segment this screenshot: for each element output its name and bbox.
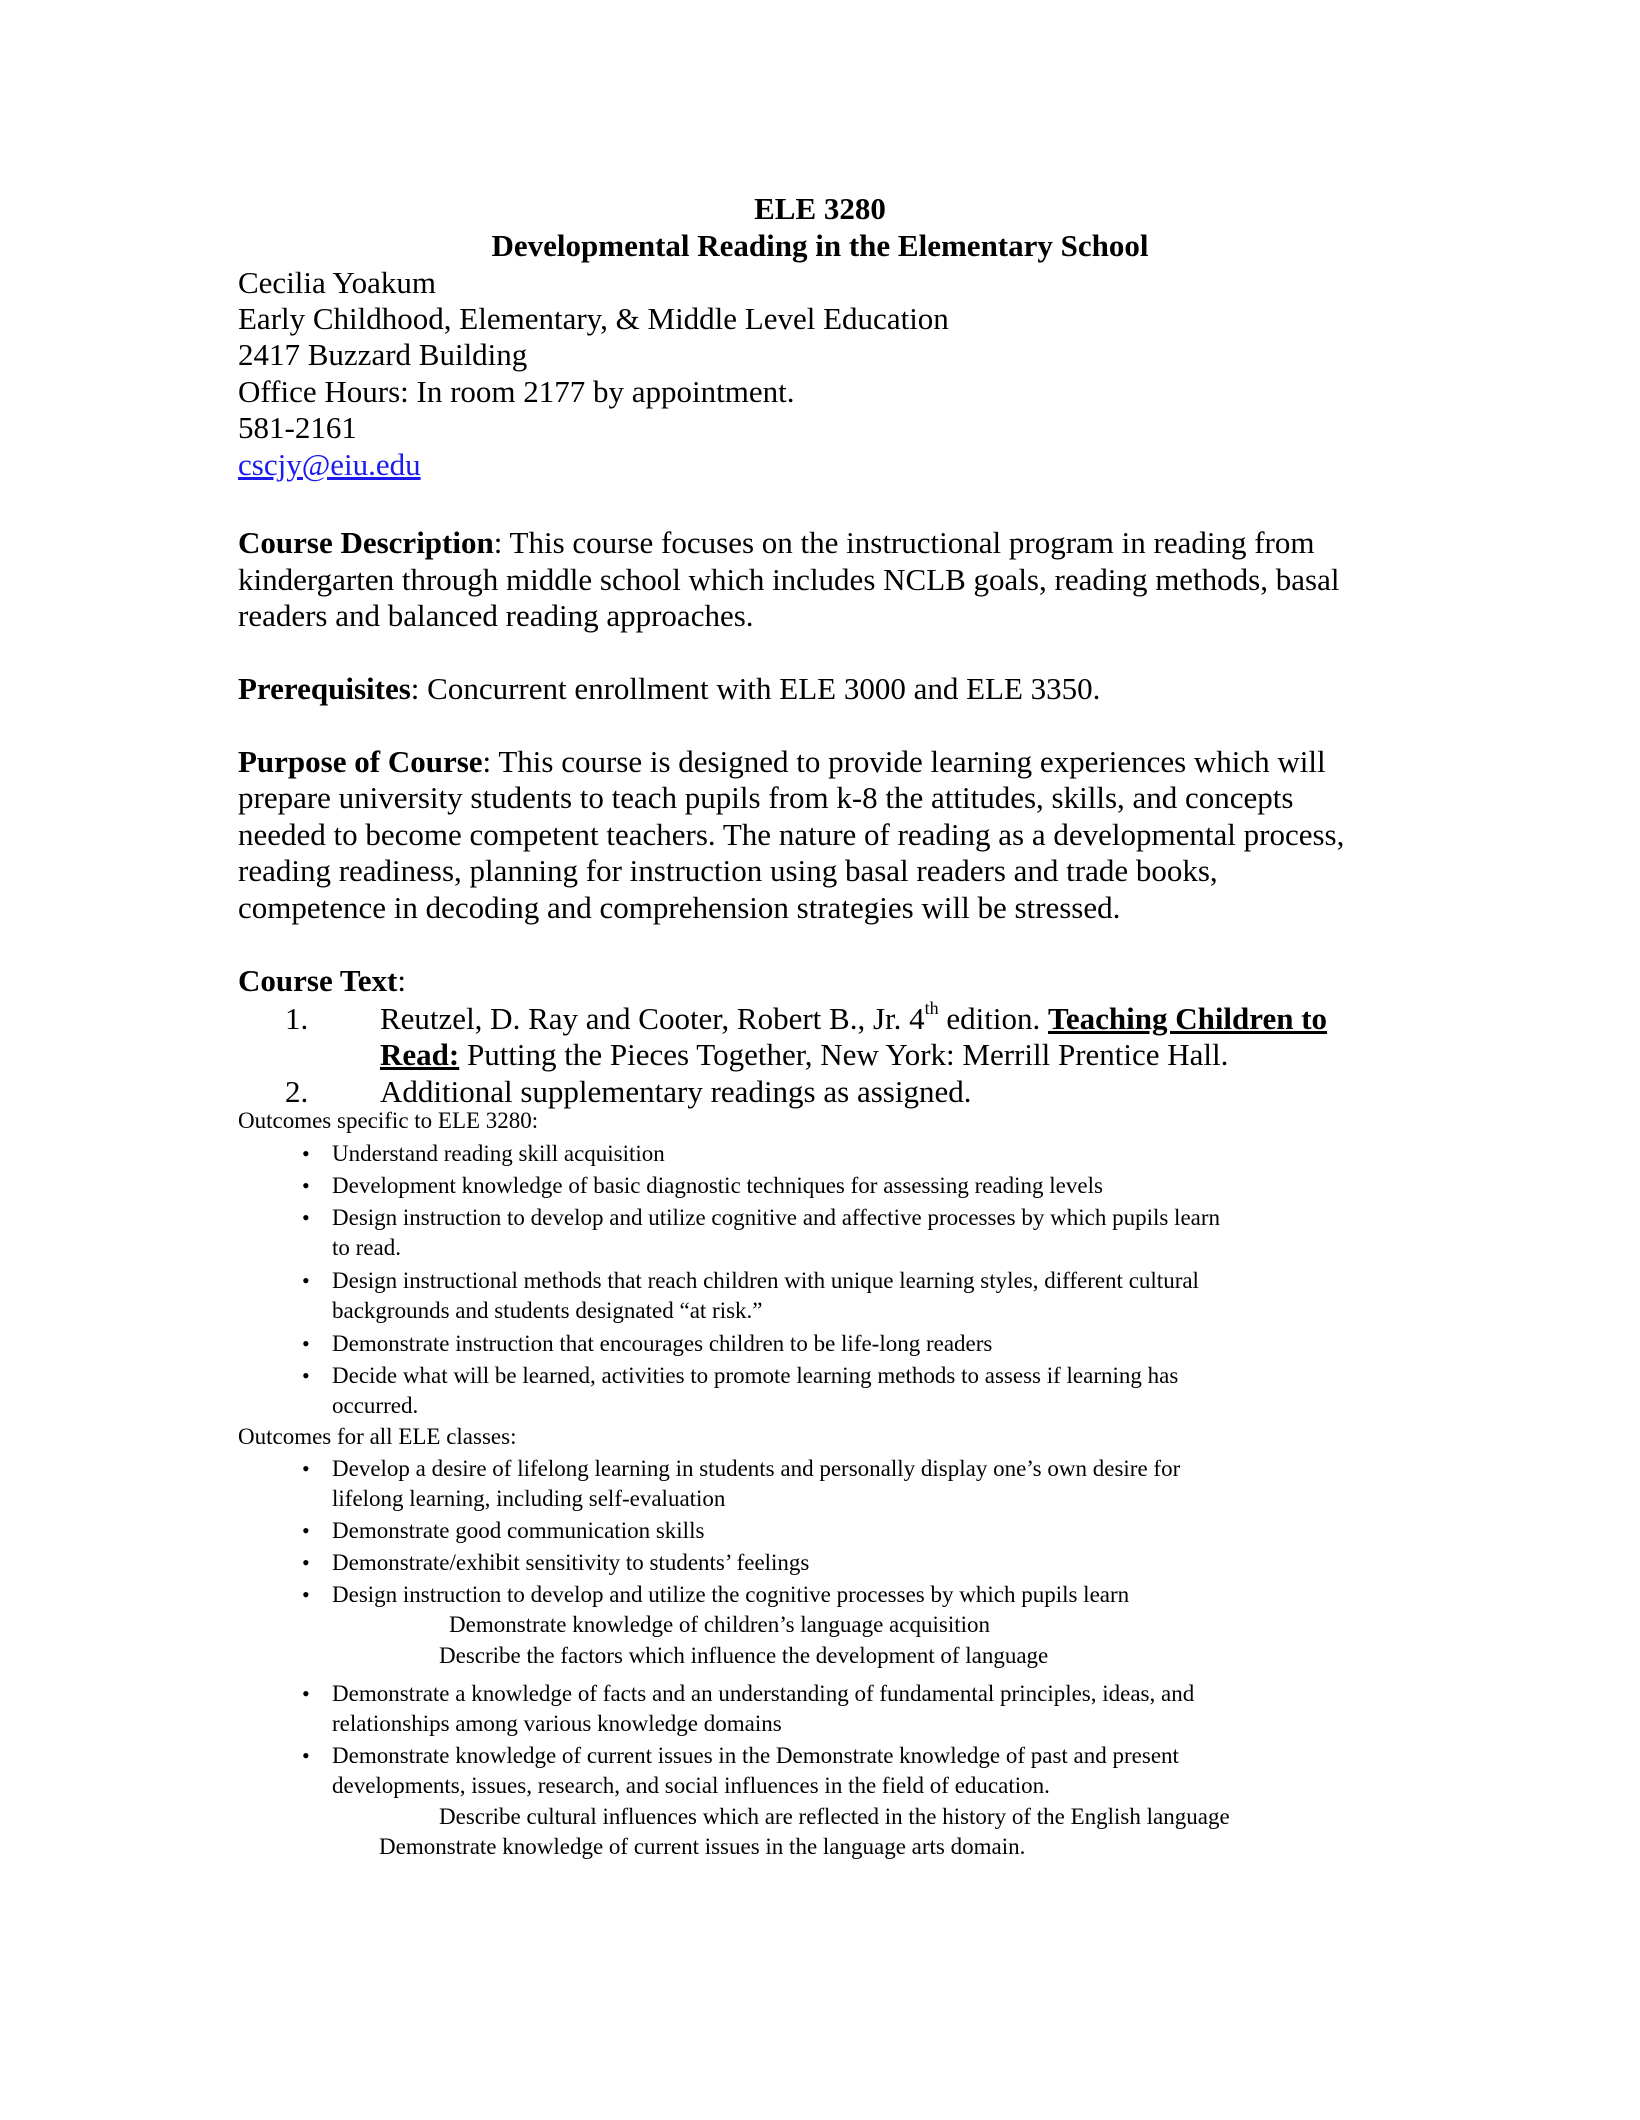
course-description-text: : This course focuses on the instructional program in reading from bbox=[493, 525, 1315, 560]
course-text-colon: : bbox=[397, 963, 406, 998]
office-hours: Office Hours: In room 2177 by appointment. bbox=[238, 374, 795, 409]
outcomes-specific-heading: Outcomes specific to ELE 3280: bbox=[238, 1108, 539, 1133]
outcome-item: Demonstrate knowledge of current issues in the Demonstrate knowledge of past and present bbox=[332, 1743, 1179, 1768]
purpose-line-3: needed to become competent teachers. The nature of reading as a developmental process, bbox=[238, 817, 1345, 852]
prerequisites-text: : Concurrent enrollment with ELE 3000 and ELE 3350. bbox=[410, 671, 1101, 706]
outcome-item: Design instructional methods that reach children with unique learning styles, different cultural bbox=[332, 1268, 1199, 1293]
outcome-item-cont: to read. bbox=[332, 1235, 401, 1260]
bullet-icon: • bbox=[302, 1582, 310, 1607]
course-title: Developmental Reading in the Elementary School bbox=[491, 228, 1149, 263]
bullet-icon: • bbox=[302, 1141, 310, 1166]
outcome-item-cont: backgrounds and students designated “at risk.” bbox=[332, 1298, 763, 1323]
phone-number: 581-2161 bbox=[238, 410, 357, 445]
outcome-sub-item: Demonstrate knowledge of current issues in the language arts domain. bbox=[379, 1834, 1026, 1859]
textbook-title-cont: Read: bbox=[380, 1037, 460, 1072]
outcome-item: Demonstrate a knowledge of facts and an understanding of fundamental principles, ideas, and bbox=[332, 1681, 1195, 1706]
outcome-item: Demonstrate/exhibit sensitivity to students’ feelings bbox=[332, 1550, 810, 1575]
textbook-title: Teaching Children to bbox=[1048, 1001, 1328, 1036]
bullet-icon: • bbox=[302, 1518, 310, 1543]
textbook-authors: Reutzel, D. Ray and Cooter, Robert B., Jr. 4 bbox=[380, 1001, 925, 1036]
outcome-item-cont: occurred. bbox=[332, 1393, 419, 1418]
department: Early Childhood, Elementary, & Middle Level Education bbox=[238, 301, 949, 336]
bullet-icon: • bbox=[302, 1743, 310, 1768]
edition-text: edition. bbox=[938, 1001, 1048, 1036]
purpose-line-5: competence in decoding and comprehension strategies will be stressed. bbox=[238, 890, 1121, 925]
purpose-text: : This course is designed to provide learning experiences which will bbox=[482, 744, 1326, 779]
purpose-line-2: prepare university students to teach pupils from k-8 the attitudes, skills, and concepts bbox=[238, 780, 1294, 815]
prerequisites-label: Prerequisites bbox=[238, 671, 411, 706]
outcome-item: Understand reading skill acquisition bbox=[332, 1141, 665, 1166]
outcome-sub-item: Describe cultural influences which are reflected in the history of the English language bbox=[439, 1804, 1230, 1829]
outcome-item: Design instruction to develop and utilize the cognitive processes by which pupils learn bbox=[332, 1582, 1130, 1607]
outcome-item: Design instruction to develop and utilize cognitive and affective processes by which pupils learn bbox=[332, 1205, 1221, 1230]
bullet-icon: • bbox=[302, 1331, 310, 1356]
course-text-label: Course Text bbox=[238, 963, 398, 998]
bullet-icon: • bbox=[302, 1268, 310, 1293]
course-description-line-3: readers and balanced reading approaches. bbox=[238, 598, 754, 633]
outcome-item-cont: developments, issues, research, and social influences in the field of education. bbox=[332, 1773, 1050, 1798]
list-number: 1. bbox=[285, 1001, 309, 1036]
prerequisites bbox=[238, 670, 1100, 707]
bullet-icon: • bbox=[302, 1681, 310, 1706]
textbook-publisher: Putting the Pieces Together, New York: Merrill Prentice Hall. bbox=[459, 1037, 1229, 1072]
outcome-item-cont: lifelong learning, including self-evaluation bbox=[332, 1486, 726, 1511]
purpose-line-1 bbox=[238, 743, 1326, 780]
email-link[interactable]: cscjy@eiu.edu bbox=[238, 447, 421, 482]
bullet-icon: • bbox=[302, 1550, 310, 1575]
outcome-sub-item: Describe the factors which influence the development of language bbox=[439, 1643, 1049, 1668]
course-description-line-2: kindergarten through middle school which includes NCLB goals, reading methods, basal bbox=[238, 562, 1340, 597]
bullet-icon: • bbox=[302, 1205, 310, 1230]
bullet-icon: • bbox=[302, 1173, 310, 1198]
course-text-heading bbox=[238, 962, 406, 999]
course-description-label: Course Description bbox=[238, 525, 494, 560]
textbook-line-2 bbox=[380, 1036, 1228, 1073]
outcome-item-cont: relationships among various knowledge domains bbox=[332, 1711, 782, 1736]
outcomes-all-heading: Outcomes for all ELE classes: bbox=[238, 1424, 517, 1449]
outcome-item: Demonstrate instruction that encourages children to be life-long readers bbox=[332, 1331, 993, 1356]
outcome-item: Develop a desire of lifelong learning in students and personally display one’s own desire for bbox=[332, 1456, 1181, 1481]
supplementary-readings: Additional supplementary readings as assigned. bbox=[380, 1074, 972, 1109]
list-number: 2. bbox=[285, 1074, 309, 1109]
outcome-sub-item: Demonstrate knowledge of children’s language acquisition bbox=[449, 1612, 990, 1637]
instructor-name: Cecilia Yoakum bbox=[238, 265, 437, 300]
edition-superscript: th bbox=[924, 997, 939, 1018]
office-location: 2417 Buzzard Building bbox=[238, 337, 528, 372]
course-code: ELE 3280 bbox=[754, 191, 886, 226]
purpose-label: Purpose of Course bbox=[238, 744, 483, 779]
outcome-item: Decide what will be learned, activities to promote learning methods to assess if learning has bbox=[332, 1363, 1179, 1388]
purpose-line-4: reading readiness, planning for instruction using basal readers and trade books, bbox=[238, 853, 1218, 888]
bullet-icon: • bbox=[302, 1363, 310, 1388]
outcome-item: Demonstrate good communication skills bbox=[332, 1518, 705, 1543]
outcome-item: Development knowledge of basic diagnostic techniques for assessing reading levels bbox=[332, 1173, 1103, 1198]
bullet-icon: • bbox=[302, 1456, 310, 1481]
course-description-line-1 bbox=[238, 524, 1314, 561]
textbook-line-1 bbox=[380, 997, 1328, 1037]
